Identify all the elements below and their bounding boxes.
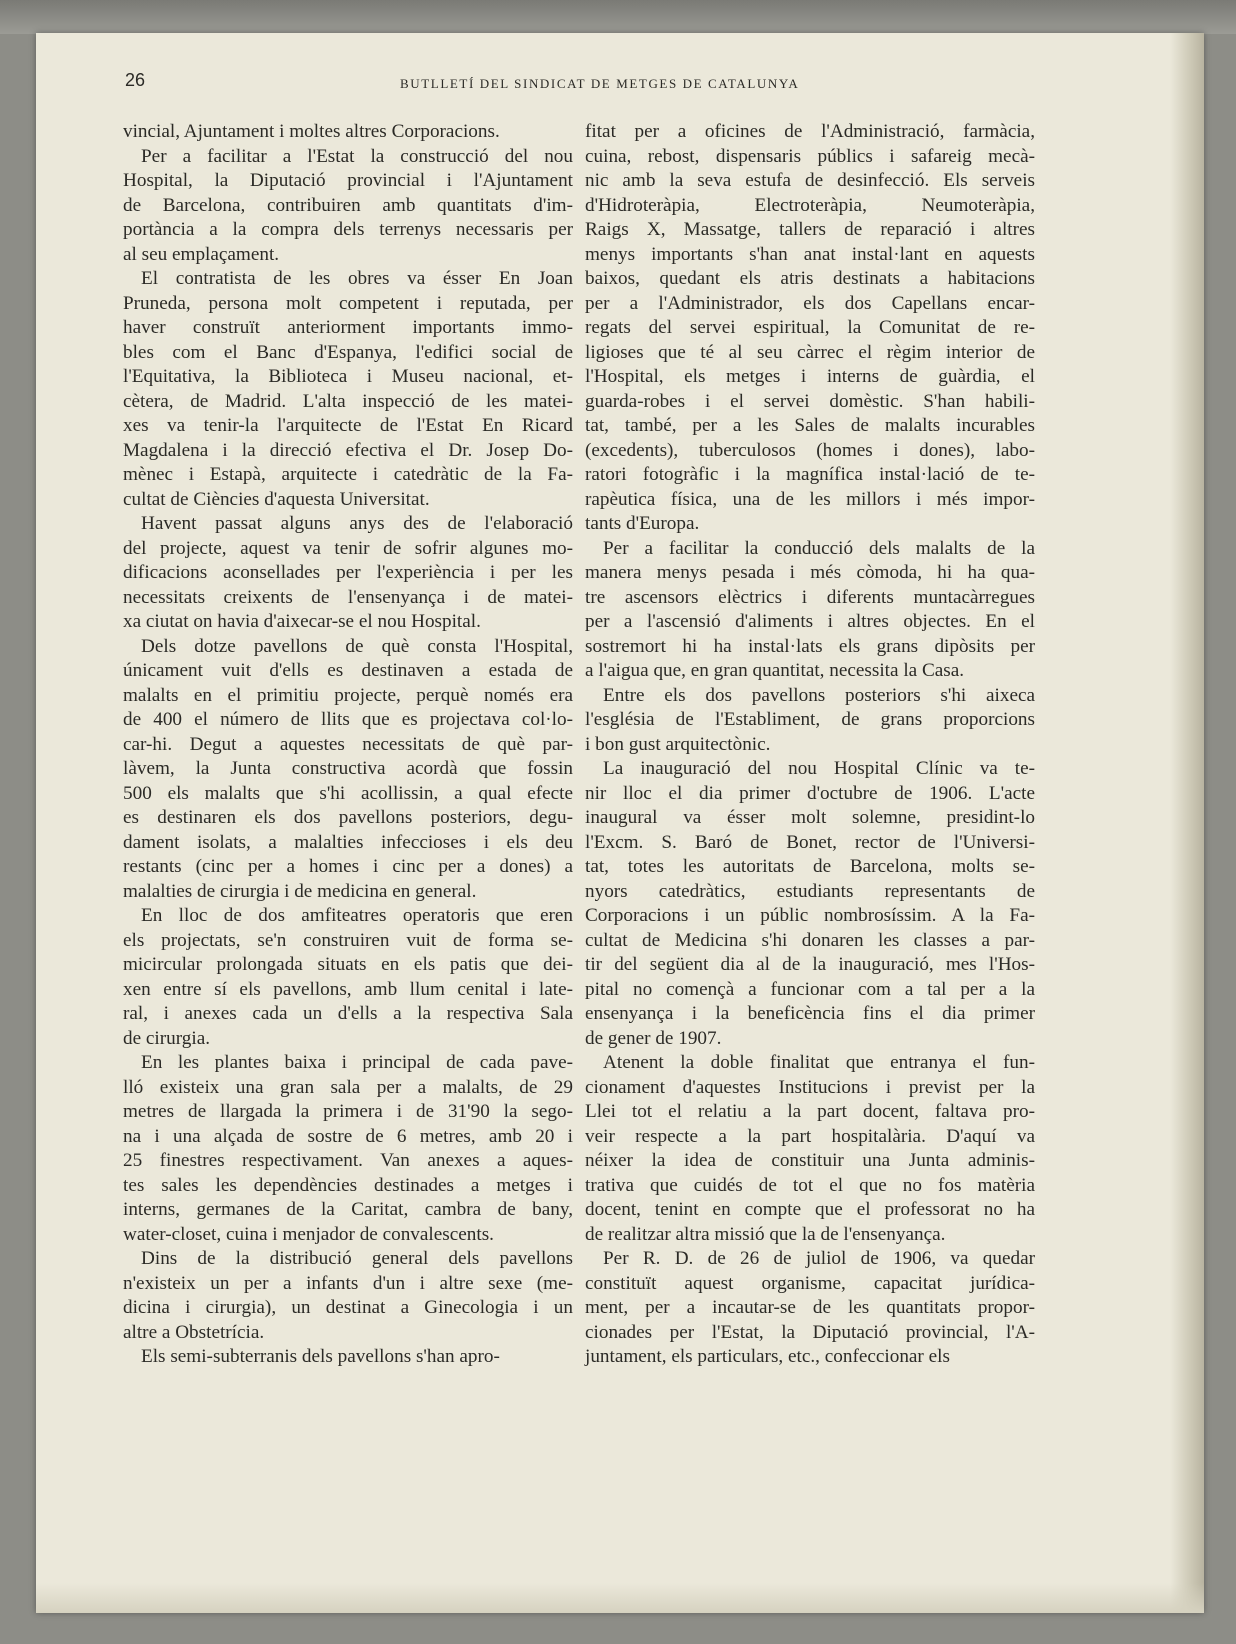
text-line: els projectats, se'n construiren vuit de forma se- [123, 929, 573, 951]
text-line: inaugural va ésser molt solemne, presidint-lo [585, 807, 1035, 828]
text-line: interns, germanes de la Caritat, cambra de bany, [123, 1199, 573, 1220]
paragraph [585, 1051, 1035, 1247]
text-line: 25 finestres respectivament. Van anexes a aques- [123, 1150, 573, 1171]
text-line: Pruneda, persona molt competent i reputada, per [123, 292, 573, 314]
text-line: per a l'Administrador, els dos Capellans encar- [585, 292, 1035, 314]
text-line: pital no començà a funcionar com a tal per a la [585, 978, 1035, 1000]
text-line: dificacions aconsellades per l'experiència i per les [123, 562, 573, 583]
text-line: de gener de 1907. [585, 1027, 722, 1049]
text-line: fitat per a oficines de l'Administració, farmàcia, [585, 121, 1035, 142]
text-line: dament isolats, a malalties infeccioses i els deu [123, 831, 573, 853]
text-line: malalts en el primitiu projecte, perquè només era [123, 684, 573, 706]
text-line: tes sales les dependències destinades a metges i [123, 1174, 573, 1196]
text-line: l'Excm. S. Baró de Bonet, rector de l'Universi- [585, 831, 1035, 853]
text-line: sostremort hi ha instal·lats els grans dipòsits per [585, 635, 1035, 657]
text-line: n'existeix un per a infants d'un i altre sexe (me- [123, 1272, 573, 1294]
text-line: es destinaren els dos pavellons posteriors, degu- [123, 807, 573, 828]
scan-background [0, 0, 1236, 34]
paragraph [123, 120, 573, 145]
text-line: regats del servei espiritual, la Comunitat de re- [585, 317, 1035, 338]
text-line: al seu emplaçament. [123, 243, 280, 265]
text-line: Entre els dos pavellons posteriors s'hi aixeca [603, 684, 1035, 706]
text-line: La inauguració del nou Hospital Clínic va te- [603, 758, 1035, 779]
text-line: menys importants s'han anat instal·lant en aquests [585, 243, 1035, 265]
text-line: tat, també, per a les Sales de malalts incurables [585, 415, 1035, 436]
paragraph [123, 904, 573, 1051]
text-line: nic amb la seva estufa de desinfecció. Els serveis [585, 170, 1035, 191]
paragraph [123, 1345, 573, 1370]
text-line: de Barcelona, contribuiren amb quantitats d'im- [123, 194, 573, 216]
right-column [585, 120, 1035, 1370]
text-line: water-closet, cuina i menjador de convalescents. [123, 1223, 494, 1245]
text-line: l'església de l'Establiment, de grans proporcions [585, 709, 1035, 730]
text-line: cionades per l'Estat, la Diputació provincial, l'A- [585, 1321, 1035, 1343]
text-line: a l'aigua que, en gran quantitat, necessita la Casa. [585, 660, 965, 681]
text-line: de realitzar altra missió que la de l'ensenyança. [585, 1223, 946, 1245]
text-line: Corporacions i un públic nombrosíssim. A la Fa- [585, 905, 1035, 926]
text-line: nyors catedràtics, estudiants representants de [585, 880, 1035, 902]
text-line: veir respecte a la part hospitalària. D'aquí va [585, 1125, 1035, 1147]
text-line: per a l'ascensió d'aliments i altres objectes. En el [585, 611, 1035, 632]
left-column [123, 120, 573, 1370]
text-line: xen entre sí els pavellons, amb llum cenital i late- [123, 978, 573, 1000]
text-line: cionament d'aquestes Institucions i previst per la [585, 1076, 1035, 1098]
text-line: trativa que cuidés de tot el que no fos matèria [585, 1174, 1035, 1196]
text-line: mènec i Estapà, arquitecte i catedràtic de la Fa- [123, 464, 573, 485]
text-line: xa ciutat on havia d'aixecar-se el nou Hospital. [123, 611, 481, 632]
text-line: l'Equitativa, la Biblioteca i Museu nacional, et- [123, 366, 573, 387]
text-line: car-hi. Degut a aquestes necessitats de què par- [123, 733, 573, 755]
text-line: Raigs X, Massatge, tallers de reparació i altres [585, 219, 1035, 240]
page-bottom-shadow [36, 1583, 1204, 1613]
text-line: Els semi-subterranis dels pavellons s'han apro- [141, 1346, 500, 1367]
text-line: Magdalena i la direcció efectiva el Dr. Josep Do- [123, 439, 573, 461]
text-line: docent, tenint en compte que el professorat no ha [585, 1199, 1035, 1220]
text-line: Per R. D. de 26 de juliol de 1906, va quedar [603, 1248, 1035, 1269]
text-line: ligioses que té al seu càrrec el règim interior de [585, 341, 1035, 363]
text-line: haver construït anteriorment importants immo- [123, 317, 573, 338]
text-line: metres de llargada la primera i de 31'90 la sego- [123, 1101, 573, 1122]
text-line: de cirurgia. [123, 1027, 211, 1049]
text-line: cuina, rebost, dispensaris públics i safareig mecà- [585, 145, 1035, 167]
paragraph [123, 635, 573, 905]
text-line: ment, per a incautar-se de les quantitats propor- [585, 1297, 1035, 1318]
text-line: restants (cinc per a homes i cinc per a dones) a [123, 856, 573, 877]
text-line: tir del següent dia al de la inauguració, mes l'Hos- [585, 954, 1035, 975]
text-line: altre a Obstetrícia. [123, 1321, 265, 1343]
text-line: 500 els malalts que s'hi acollissin, a qual efecte [123, 782, 573, 804]
text-line: manera menys pesada i més còmoda, hi ha qua- [585, 562, 1035, 583]
text-line: micircular prolongada situats en els patis que dei- [123, 954, 573, 975]
text-line: En les plantes baixa i principal de cada pave- [141, 1052, 573, 1073]
text-line: Atenent la doble finalitat que entranya el fun- [603, 1052, 1035, 1073]
text-line: cètera, de Madrid. L'alta inspecció de les matei- [123, 390, 573, 412]
paragraph [123, 1247, 573, 1345]
text-line: tat, totes les autoritats de Barcelona, molts se- [585, 856, 1035, 877]
text-line: Havent passat alguns anys des de l'elaboració [141, 513, 573, 534]
paragraph [123, 512, 573, 635]
text-line: na i una alçada de sostre de 6 metres, amb 20 i [123, 1125, 573, 1147]
text-line: tre ascensors elèctrics i diferents muntacàrregues [585, 586, 1035, 608]
text-line: cultat de Ciències d'aquesta Universitat. [123, 488, 430, 510]
text-line: ral, i anexes cada un d'ells a la respectiva Sala [123, 1003, 573, 1024]
running-head: BUTLLETÍ DEL SINDICAT DE METGES DE CATALUNYA [400, 76, 800, 91]
text-line: El contratista de les obres va ésser En Joan [141, 268, 573, 289]
text-line: lló existeix una gran sala per a malalts, de 29 [123, 1076, 573, 1098]
text-line: juntament, els particulars, etc., confeccionar els [585, 1346, 950, 1367]
text-line: constituït aquest organisme, capacitat jurídica- [585, 1272, 1035, 1294]
paragraph [585, 757, 1035, 1051]
text-line: vincial, Ajuntament i moltes altres Corporacions. [123, 121, 500, 142]
text-line: Per a facilitar a l'Estat la construcció del nou [141, 145, 573, 167]
text-line: Dins de la distribució general dels pavellons [141, 1248, 573, 1269]
paragraph [585, 120, 1035, 537]
paragraph [123, 1051, 573, 1247]
text-line: Dels dotze pavellons de què consta l'Hospital, [141, 635, 573, 657]
text-line: l'Hospital, els metges i interns de guàrdia, el [585, 366, 1035, 387]
text-line: baixos, quedant els atris destinats a habitacions [585, 268, 1035, 289]
text-line: ensenyança i la beneficència fins el dia primer [585, 1003, 1035, 1024]
text-line: d'Hidroteràpia, Electroteràpia, Neumoteràpia, [585, 194, 1035, 216]
page-gutter-shadow [1170, 33, 1204, 1613]
text-line: néixer la idea de constituir una Junta adminis- [585, 1150, 1035, 1171]
text-line: malalties de cirurgia i de medicina en general. [123, 880, 477, 902]
text-line: xes va tenir-la l'arquitecte de l'Estat En Ricard [123, 415, 573, 436]
paragraph [123, 267, 573, 512]
text-line: portància a la compra dels terrenys necessaris per [123, 219, 573, 240]
paragraph [585, 684, 1035, 758]
text-line: Hospital, la Diputació provincial i l'Ajuntament [123, 170, 573, 191]
text-line: únicament vuit d'ells es destinaven a estada de [123, 660, 573, 681]
text-line: i bon gust arquitectònic. [585, 733, 771, 755]
text-line: dicina i cirurgia), un destinat a Ginecologia i un [123, 1297, 573, 1318]
text-line: En lloc de dos amfiteatres operatoris que eren [141, 905, 573, 926]
paragraph [585, 537, 1035, 684]
text-line: ratori fotogràfic i la magnífica instal·lació de te- [585, 464, 1035, 485]
paragraph [585, 1247, 1035, 1370]
paragraph [123, 145, 573, 268]
text-line: làvem, la Junta constructiva acordà que fossin [123, 758, 573, 779]
text-line: del projecte, aquest va tenir de sofrir algunes mo- [123, 537, 573, 559]
text-line: rapèutica física, una de les millors i més impor- [585, 488, 1035, 510]
text-line: de 400 el número de llits que es projectava col·lo- [123, 709, 573, 730]
text-line: necessitats creixents de l'ensenyança i de matei- [123, 586, 573, 608]
text-line: Llei tot el relatiu a la part docent, faltava pro- [585, 1101, 1035, 1122]
text-line: Per a facilitar la conducció dels malalts de la [603, 537, 1035, 559]
text-line: bles com el Banc d'Espanya, l'edifici social de [123, 341, 573, 363]
text-line: cultat de Medicina s'hi donaren les classes a par- [585, 929, 1035, 951]
text-line: guarda-robes i el servei domèstic. S'han habili- [585, 390, 1035, 412]
text-line: tants d'Europa. [585, 513, 700, 534]
text-line: (excedents), tuberculosos (homes i dones), labo- [585, 439, 1035, 461]
page-number: 26 [125, 70, 146, 90]
text-line: nir lloc el dia primer d'octubre de 1906. L'acte [585, 782, 1035, 804]
